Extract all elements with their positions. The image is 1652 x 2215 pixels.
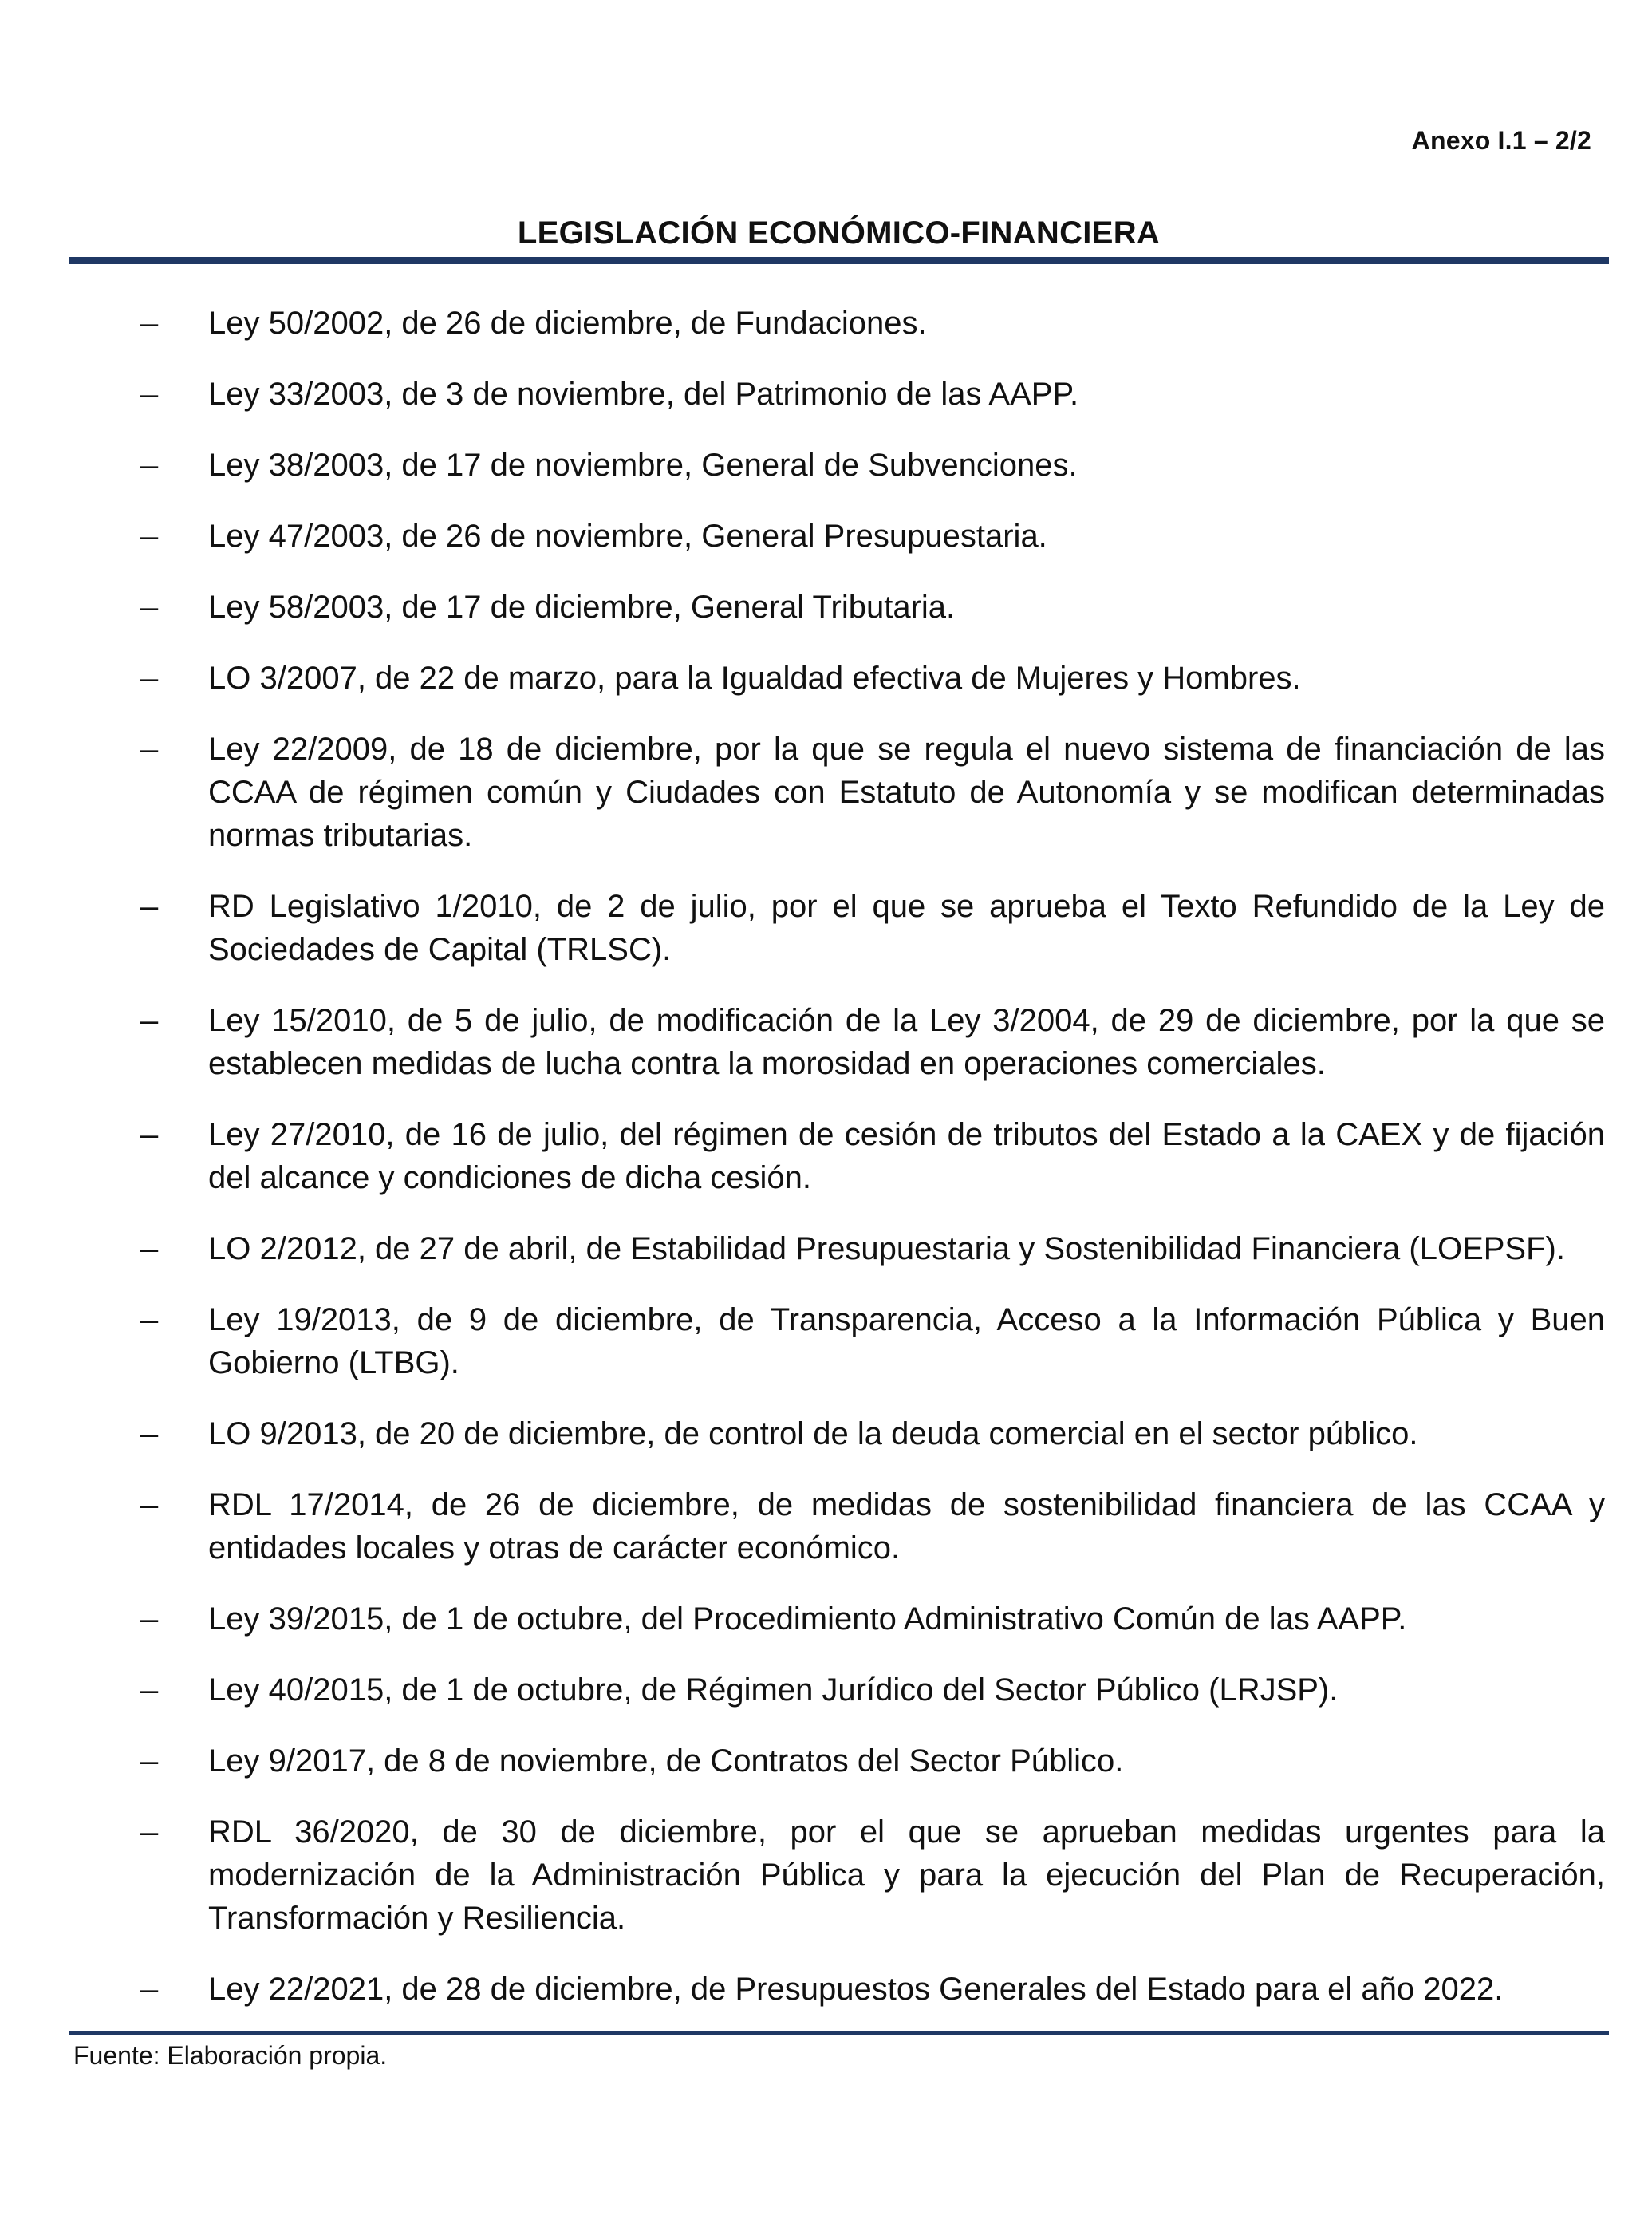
law-text: Ley 33/2003, de 3 de noviembre, del Patrimonio de las AAPP.: [208, 377, 1079, 412]
list-item: [0, 1298, 1652, 1384]
list-item: [0, 1412, 1652, 1455]
dash-bullet: –: [140, 1743, 159, 1779]
dash-bullet: –: [140, 1231, 159, 1266]
dash-bullet: –: [140, 1487, 159, 1522]
list-item: [0, 373, 1652, 416]
list-item: [0, 1113, 1652, 1199]
dash-bullet: –: [140, 1672, 159, 1708]
law-text: Ley 38/2003, de 17 de noviembre, General de Subvenciones.: [208, 448, 1078, 483]
dash-bullet: –: [140, 1601, 159, 1637]
dash-bullet: –: [140, 1972, 159, 2007]
law-text: RD Legislativo 1/2010, de 2 de julio, por el que se aprueba el Texto Refundido de la Ley de Sociedades de Capital (TRLSC).: [208, 889, 1605, 967]
law-text: RDL 17/2014, de 26 de diciembre, de medidas de sostenibilidad financiera de las CCAA y entidades locales y otras de carácter económico.: [208, 1487, 1605, 1566]
law-text: Ley 58/2003, de 17 de diciembre, General Tributaria.: [208, 590, 956, 625]
law-text: Ley 47/2003, de 26 de noviembre, General Presupuestaria.: [208, 519, 1047, 554]
dash-bullet: –: [140, 448, 159, 483]
law-text: LO 3/2007, de 22 de marzo, para la Igualdad efectiva de Mujeres y Hombres.: [208, 661, 1301, 696]
list-item: [0, 586, 1652, 629]
list-item: [0, 302, 1652, 345]
law-text: Ley 40/2015, de 1 de octubre, de Régimen Jurídico del Sector Público (LRJSP).: [208, 1672, 1339, 1708]
dash-bullet: –: [140, 1117, 159, 1152]
list-item: [0, 1810, 1652, 1940]
list-item: [0, 657, 1652, 700]
dash-bullet: –: [140, 732, 159, 767]
dash-bullet: –: [140, 1814, 159, 1850]
footer-divider: [69, 2031, 1609, 2035]
dash-bullet: –: [140, 306, 159, 341]
law-text: Ley 19/2013, de 9 de diciembre, de Transparencia, Acceso a la Información Pública y Buen Gobierno (LTBG).: [208, 1302, 1605, 1380]
law-text: Ley 22/2021, de 28 de diciembre, de Presupuestos Generales del Estado para el año 2022.: [208, 1972, 1504, 2007]
dash-bullet: –: [140, 661, 159, 696]
list-item: [0, 999, 1652, 1085]
dash-bullet: –: [140, 1302, 159, 1337]
source-note: Fuente: Elaboración propia.: [73, 2041, 388, 2070]
list-item: [0, 728, 1652, 857]
page-title: LEGISLACIÓN ECONÓMICO-FINANCIERA: [517, 215, 1161, 251]
list-item: [0, 1739, 1652, 1783]
list-item: [0, 885, 1652, 971]
dash-bullet: –: [140, 377, 159, 412]
legislation-list: [0, 302, 1652, 2039]
list-item: [0, 1968, 1652, 2011]
law-text: LO 2/2012, de 27 de abril, de Estabilidad Presupuestaria y Sostenibilidad Financiera (LOEPSF).: [208, 1231, 1565, 1266]
dash-bullet: –: [140, 889, 159, 924]
dash-bullet: –: [140, 1416, 159, 1451]
law-text: LO 9/2013, de 20 de diciembre, de control de la deuda comercial en el sector público.: [208, 1416, 1418, 1451]
list-item: [0, 1483, 1652, 1569]
law-text: Ley 9/2017, de 8 de noviembre, de Contratos del Sector Público.: [208, 1743, 1124, 1779]
list-item: [0, 1597, 1652, 1641]
law-text: Ley 15/2010, de 5 de julio, de modificación de la Ley 3/2004, de 29 de diciembre, por la que se establecen medidas de lucha contra la morosidad en operaciones comerciales.: [208, 1003, 1605, 1081]
law-text: Ley 39/2015, de 1 de octubre, del Procedimiento Administrativo Común de las AAPP.: [208, 1601, 1407, 1637]
title-divider: [69, 257, 1609, 264]
annex-label: Anexo I.1 – 2/2: [1411, 126, 1591, 155]
law-text: Ley 27/2010, de 16 de julio, del régimen de cesión de tributos del Estado a la CAEX y de fijación del alcance y condiciones de dicha cesión.: [208, 1117, 1605, 1195]
law-text: Ley 50/2002, de 26 de diciembre, de Fundaciones.: [208, 306, 927, 341]
list-item: [0, 515, 1652, 558]
list-item: [0, 1227, 1652, 1270]
list-item: [0, 1668, 1652, 1712]
dash-bullet: –: [140, 519, 159, 554]
law-text: Ley 22/2009, de 18 de diciembre, por la que se regula el nuevo sistema de financiación de las CCAA de régimen común y Ciudades con Estatuto de Autonomía y se modifican determinadas normas tributarias.: [208, 732, 1605, 853]
dash-bullet: –: [140, 1003, 159, 1038]
list-item: [0, 444, 1652, 487]
dash-bullet: –: [140, 590, 159, 625]
law-text: RDL 36/2020, de 30 de diciembre, por el que se aprueban medidas urgentes para la modernización de la Administración Pública y para la ejecución del Plan de Recuperación, Transformación y Resiliencia.: [208, 1814, 1605, 1936]
